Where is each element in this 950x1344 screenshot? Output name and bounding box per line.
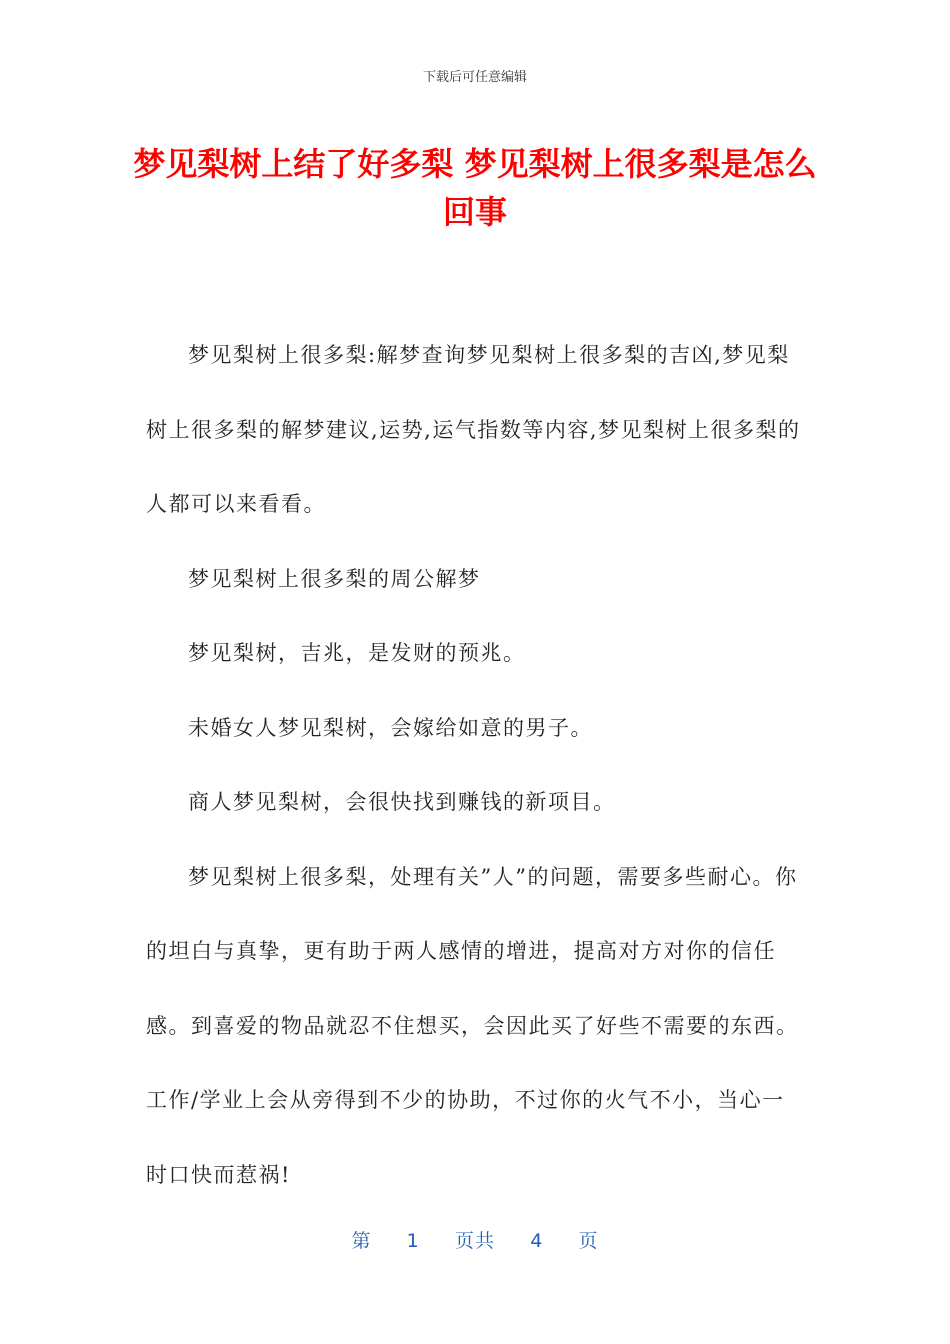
footer-middle: 页共 <box>454 1230 495 1252</box>
paragraph: 未婚女人梦见梨树，会嫁给如意的男子。 <box>188 715 593 740</box>
paragraph: 梦见梨树上很多梨:解梦查询梦见梨树上很多梨的吉凶,梦见梨树上很多梨的解梦建议,运势,运气指数等内容,梦见梨树上很多梨的人都可以来看看。 <box>146 343 801 516</box>
page-footer <box>0 1226 950 1253</box>
document-title: 梦见梨树上结了好多梨 梦见梨树上很多梨是怎么回事 <box>133 145 817 231</box>
header-note: 下载后可任意编辑 <box>422 70 527 85</box>
paragraph: 梦见梨树上很多梨的周公解梦 <box>188 566 481 591</box>
document-body <box>146 318 806 1212</box>
footer-prefix: 第 <box>351 1230 372 1252</box>
footer-current-page: 1 <box>406 1230 420 1252</box>
paragraph: 梦见梨树，吉兆，是发财的预兆。 <box>188 641 526 665</box>
paragraph: 梦见梨树上很多梨，处理有关”人”的问题，需要多些耐心。你的坦白与真挚，更有助于两人感情的增进，提高对方对你的信任感。到喜爱的物品就忍不住想买，会因此买了好些不需要的东西。工作/学业上会从旁得到不少的协助，不过你的火气不小，当心一时口快而惹祸! <box>146 864 799 1187</box>
footer-total-pages: 4 <box>530 1230 544 1252</box>
paragraph: 商人梦见梨树，会很快找到赚钱的新项目。 <box>188 790 616 814</box>
footer-suffix: 页 <box>578 1230 599 1252</box>
